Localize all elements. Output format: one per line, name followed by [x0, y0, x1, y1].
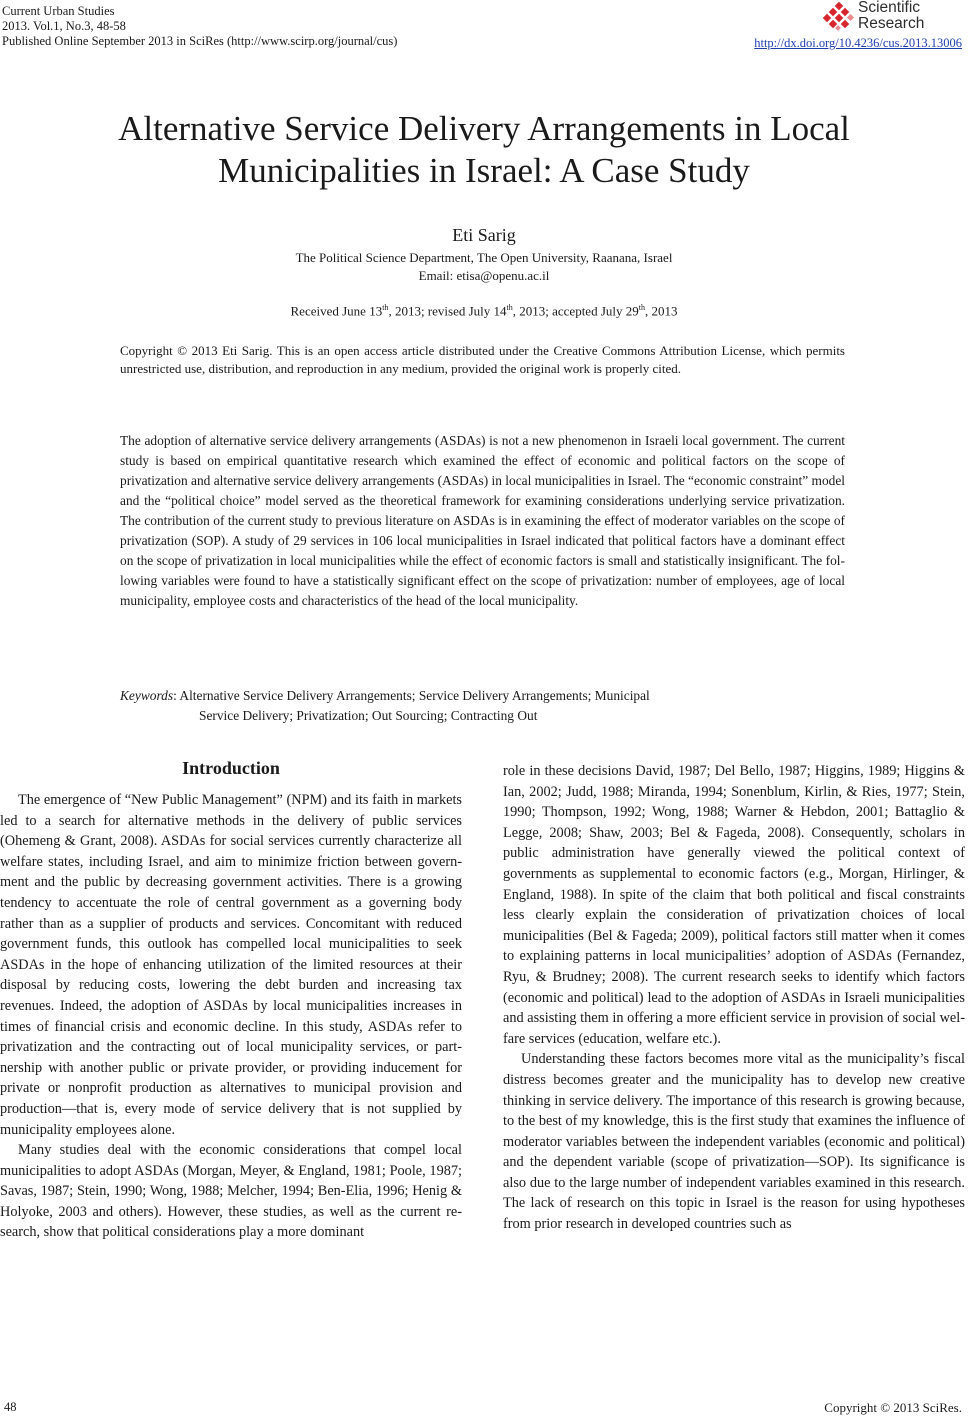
keywords — [120, 686, 650, 726]
title-line-1: Alternative Service Delivery Arrangements in Local — [118, 109, 850, 148]
accepted-date: , 2013; accepted July 29 — [512, 303, 639, 319]
logo-text-research: Research — [858, 15, 925, 32]
revised-sup: th — [506, 303, 513, 312]
revised-date: , 2013; revised July 14 — [388, 303, 507, 319]
footer-copyright: Copyright © 2013 SciRes. — [824, 1400, 962, 1415]
abstract: The adoption of alternative service delivery arrangements (ASDAs) is not a new phenomenon in Israeli local government. The current study is based on empirical quantitative research which examined the effect of economic and political factors on the scope of privatization and alternative service delivery arrangements (ASDAs) in local municipalities in Israel. The “economic constraint” model and the “political choice” model served as the theoretical framework for examining considerations underlying service privatization. The contribution of the current study to previous literature on ASDAs is in examining the effect of moderator variables on the scope of privatization (SOP). A study of 29 services in 106 local municipalities in Israel indicated that political factors have a dominant effect on the scope of privatization in local municipalities while the effect of economic factors is small and statistically insignificant. The following variables were found to have a statistically significant effect on the scope of privatization: number of employees, age of local municipality, employee costs and characteristics of the head of the local municipality. — [120, 433, 845, 608]
received-date: Received June 13 — [290, 303, 383, 319]
paper-title — [0, 108, 968, 192]
accepted-sup: th — [638, 303, 645, 312]
author-affiliation-block — [0, 249, 968, 285]
keywords-label: Keywords — [120, 688, 174, 703]
section-heading-introduction: Introduction — [182, 758, 280, 778]
page-number: 48 — [4, 1400, 17, 1414]
received-sup: th — [382, 303, 389, 312]
volume-info: 2013. Vol.1, No.3, 48-58 — [2, 19, 126, 33]
publisher-logo — [822, 0, 962, 36]
title-line-2: Municipalities in Israel: A Case Study — [218, 151, 750, 190]
affiliation: The Political Science Department, The Open University, Raanana, Israel — [295, 250, 673, 265]
submission-dates — [0, 303, 968, 319]
keywords-line-1: : Alternative Service Delivery Arrangements; Service Delivery Arrangements; Municipal — [173, 688, 650, 703]
running-header — [2, 4, 397, 49]
author-email: Email: etisa@openu.ac.il — [418, 268, 550, 283]
logo-text-scientific: Scientific — [858, 0, 921, 16]
right-column — [503, 761, 965, 1235]
paragraph: role in these decisions David, 1987; Del Bello, 1987; Higgins, 1989; Higgins & Ian, 2002; Judd, 1988; Miranda, 1994; Sonenblum, Kirlin, & Ries, 1977; Stein, 1990; Thompson, 1992; Wong, 1988; Warner & Hebdon, 2001; Battaglio & Legge, 2008; Shaw, 2003; Bel & Fageda, 2008). Consequently, scholars in public administration have generally viewed the political context of governments as supplemental to economic factors (e.g., Morgan, Hirlinger, & England, 1988). In spite of the claim that both political and fiscal constraints less clearly explain the consideration of privatization choices of local municipalities (Bel & Fageda; 2009), political factors still matter when it comes to explaining patterns in local municipalities’ adoption of ASDAs (Fernandez, Ryu, & Brudney; 2008). The current research seeks to identify which factors (economic and political) lead to the adoption of ASDAs in Israeli municipalities and assisting them in offering a more efficient service in provision of social welfare services (education, welfare etc.). — [503, 763, 965, 1047]
publication-info: Published Online September 2013 in SciRes (http://www.scirp.org/journal/cus) — [2, 34, 398, 48]
author-name: Eti Sarig — [452, 225, 516, 245]
dates-end: , 2013 — [644, 303, 678, 319]
paragraph: Many studies deal with the economic considerations that compel local municipalities to adopt ASDAs (Morgan, Meyer, & England, 1981; Poole, 1987; Savas, 1987; Stein, 1990; Wong, 1988; Melcher, 1994; Ben-Elia, 1996; Henig & Holyoke, 2003 and others). However, these studies, as well as the current research, show that political considerations play a more dominant — [0, 1142, 462, 1241]
journal-name: Current Urban Studies — [2, 4, 115, 18]
doi-link[interactable]: http://dx.doi.org/10.4236/cus.2013.13006 — [754, 36, 962, 50]
left-column — [0, 790, 462, 1243]
copyright-notice: Copyright © 2013 Eti Sarig. This is an open access article distributed under the Creative Commons Attribution License, which permits unrestricted use, distribution, and reproduction in any medium, provided the original work is properly cited. — [120, 343, 845, 376]
keywords-line-2: Service Delivery; Privatization; Out Sourcing; Contracting Out — [199, 708, 538, 723]
paragraph: Understanding these factors becomes more vital as the municipality’s fiscal distress becomes greater and the municipality has to develop new creative thinking in service delivery. The importance of this research is growing because, to the best of my knowledge, this is the first study that examines the influence of moderator variables between the independent variables (economic and political) and the dependent variable (scope of privatization—SOP). Its significance is also due to the large number of independent variables examined in this research. The lack of research on this topic in Israel is the reason for using hypotheses from prior research in developed countries such as — [503, 1051, 965, 1233]
paragraph: The emergence of “New Public Management” (NPM) and its faith in markets led to a search for alternative methods in the delivery of public services (Ohemeng & Grant, 2008). ASDAs for social services currently characterize all welfare states, including Israel, and aim to minimize friction between government and the public by decreasing government activities. There is a growing tendency to accentuate the role of central government as a governing body rather than as a supplier of products and services. Concomitant with reduced government funds, this outlook has compelled local municipalities to seek ASDAs in the hope of enhancing utilization of the limited resources at their disposal by reducing costs, lowering the debt burden and increasing tax revenues. Indeed, the adoption of ASDAs by local municipalities increases in times of financial crisis and economic decline. In this study, ASDAs refer to privatization and the contracting out of local municipality services, or partnership with another public or private provider, or providing inducement for private or nonprofit production as alternatives to municipal provision and production—that is, every mode of service delivery that is not supplied by municipality employees alone. — [0, 792, 462, 1138]
logo-diamond-icon — [822, 2, 856, 32]
